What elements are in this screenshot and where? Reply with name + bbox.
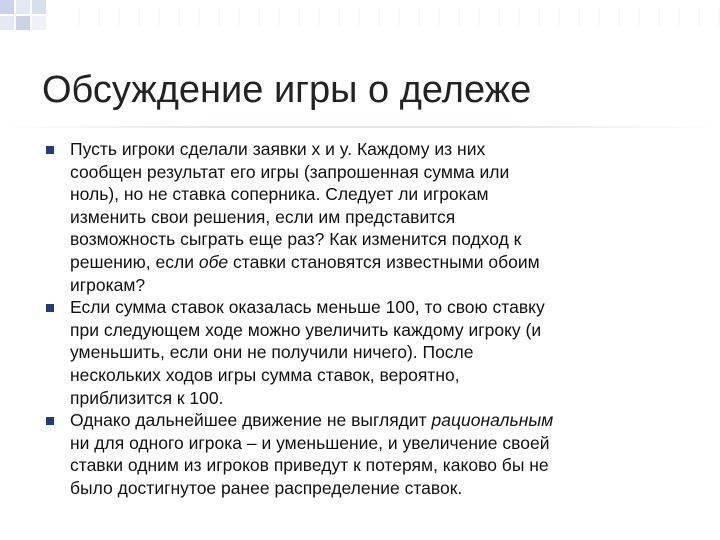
- bullet-item-2: [44, 296, 694, 409]
- bullet-3-line-1-pre: Однако дальнейшее движение не выглядит: [70, 410, 432, 431]
- bullet-1-line-1: Пусть игроки сделали заявки x и y. Каждому из них: [70, 139, 486, 159]
- bullet-item-1: [44, 138, 694, 296]
- bullet-1-line-6-pre: решению, если: [70, 251, 199, 272]
- bullet-3-emphasis: рациональным: [431, 410, 554, 431]
- bullet-1-line-7: игрокам?: [70, 274, 146, 295]
- deco-square: [16, 0, 30, 14]
- square-bullet-icon: [46, 304, 54, 312]
- bullet-2-line-4: нескольких ходов игры сумма ставок, вероятно,: [70, 364, 460, 385]
- bullet-1-line-6-post: ставки становятся известными обоим: [228, 251, 540, 272]
- deco-square: [0, 0, 14, 14]
- bullet-3-line-1: [70, 409, 694, 432]
- bullet-1-emphasis: обе: [198, 251, 229, 272]
- bullet-3-line-3: ставки одним из игроков приведут к потерям, каково бы не: [70, 455, 549, 476]
- title-divider: [0, 126, 720, 128]
- bullet-1-line-6: [70, 251, 694, 274]
- bullet-2-line-2: при следующем ходе можно увеличить каждому игроку (и: [70, 319, 542, 340]
- bullet-3-line-4: было достигнутое ранее распределение ставок.: [70, 477, 463, 498]
- bullet-list: [44, 138, 694, 500]
- bullet-item-3: [44, 409, 694, 499]
- bullet-1-line-3: ноль), но не ставка соперника. Следует ли игрокам: [70, 184, 489, 205]
- square-bullet-icon: [46, 417, 54, 425]
- deco-square: [16, 16, 30, 30]
- decorative-squares: [0, 0, 60, 40]
- bullet-2-line-3: уменьшить, если они не получили ничего). После: [70, 342, 474, 363]
- bullet-2-line-5: приблизится к 100.: [70, 387, 224, 408]
- bullet-1-line-4: изменить свои решения, если им представится: [70, 206, 456, 227]
- deco-square: [32, 16, 46, 30]
- square-bullet-icon: [46, 146, 54, 154]
- slide-title: Обсуждение игры о дележе: [42, 69, 532, 111]
- deco-square: [0, 16, 14, 30]
- decorative-bar: [60, 8, 720, 26]
- bullet-2-line-1: Если сумма ставок оказалась меньше 100, то свою ставку: [70, 297, 545, 318]
- bullet-1-line-2: сообщен результат его игры (запрошенная сумма или: [70, 161, 510, 182]
- bullet-3-line-2: ни для одного игрока – и уменьшение, и увеличение своей: [70, 432, 550, 453]
- bullet-1-line-5: возможность сыграть еще раз? Как изменится подход к: [70, 229, 522, 250]
- deco-square: [32, 0, 46, 14]
